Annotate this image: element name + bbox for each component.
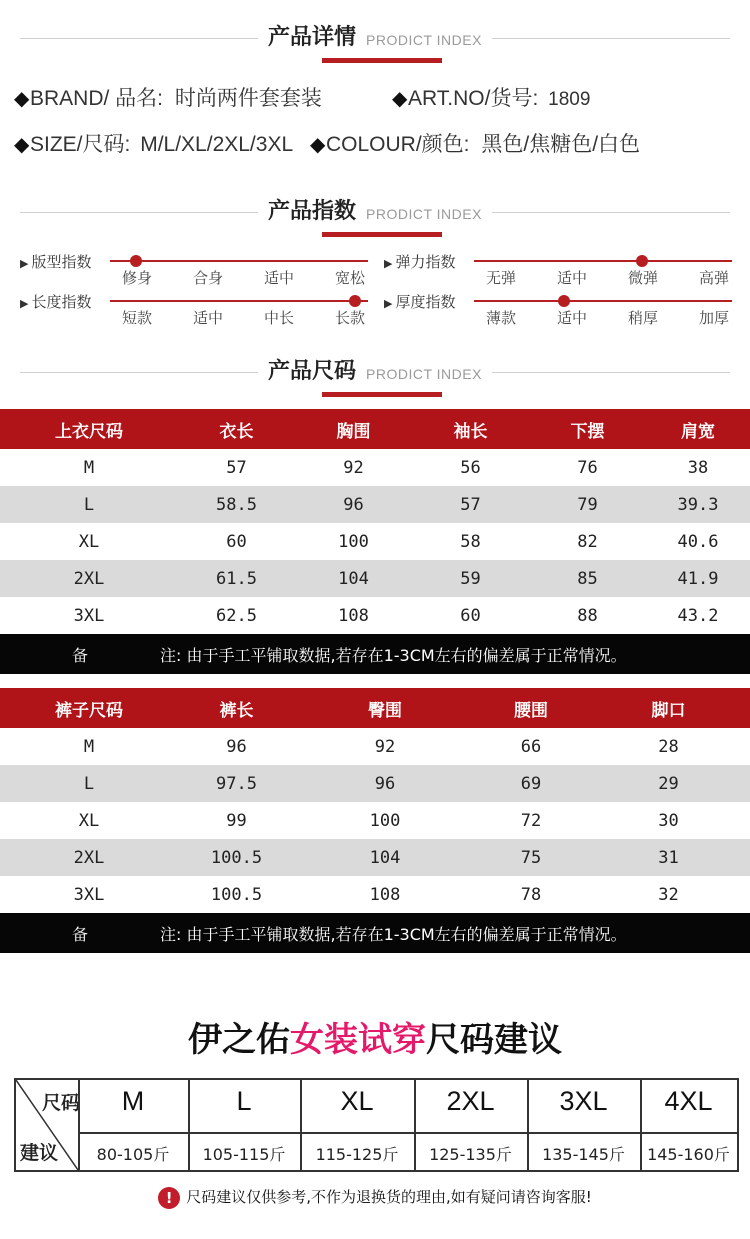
table-cell: M [83,736,95,757]
header-cell: 袖长 [453,421,488,442]
header-cell: 肩宽 [681,421,715,442]
header-cell: 裤长 [219,700,254,721]
table-cell: 96 [226,736,247,757]
table-cell: 104 [338,568,369,589]
table-cell: 2XL [73,847,105,868]
table-cell: 92 [343,457,364,478]
title-highlight: 女装试穿 [290,1020,426,1060]
recommend-size: XL [340,1086,374,1116]
detail-artno-row [392,82,590,112]
title-underline [322,392,442,397]
note-text: 注: 由于手工平铺取数据,若存在1-3CM左右的偏差属于正常情况。 [160,645,627,665]
triangle-icon: ▶ [20,257,29,270]
recommend-weight-range: 145-160斤 [647,1145,730,1164]
section-title: 产品尺码 [258,348,366,396]
table-row [0,728,750,765]
table-cell: 29 [658,773,679,794]
table-row [0,523,750,560]
section-header-index [0,188,750,238]
table-cell: 32 [658,884,679,905]
index-name [384,291,455,312]
index-option: 稍厚 [628,309,659,327]
section-title: 产品详情 [258,14,366,62]
index-marker [636,255,648,267]
index-option: 短款 [122,309,153,327]
brand-name: 伊之佑 [188,1020,290,1060]
table-cell: XL [78,810,100,831]
grid-divider [78,1132,737,1134]
artno-value: 1809 [548,89,591,110]
disclaimer [0,1186,750,1209]
table-cell: 92 [374,736,396,757]
table-cell: 72 [520,810,542,831]
warning-icon: ! [158,1187,180,1209]
table-cell: 88 [577,605,598,626]
table-cell: 57 [226,457,247,478]
table-cell: 97.5 [216,773,257,794]
index-name [384,251,455,272]
table-cell: 66 [520,736,542,757]
table-cell: 100.5 [210,884,263,905]
table-cell: L [83,494,95,515]
table-header [0,409,750,449]
top-size-table [0,409,750,674]
table-cell: 62.5 [216,605,257,626]
table-cell: 2XL [73,568,105,589]
table-cell: 31 [658,847,679,868]
brand-label: BRAND/ 品名: [30,87,164,110]
table-cell: 78 [520,884,542,905]
table-cell: 56 [460,457,481,478]
pants-size-table [0,688,750,953]
size-recommend-grid [14,1078,739,1172]
size-value: M/L/XL/2XL/3XL [140,133,294,156]
index-scale [20,251,370,287]
header-cell: 胸围 [336,421,371,442]
corner-size-label: 尺码 [42,1092,81,1114]
table-cell: 58.5 [216,494,257,515]
recommend-weight-range: 125-135斤 [429,1145,512,1164]
disclaimer-text: 尺码建议仅供参考,不作为退换货的理由,如有疑问请咨询客服! [186,1188,592,1206]
table-cell: 108 [338,605,369,626]
table-cell: 57 [460,494,481,515]
section-header-details [0,14,750,64]
table-cell: 59 [460,568,481,589]
diamond-icon: ◆ [14,88,30,110]
table-cell: 75 [520,847,542,868]
detail-brand-row [14,82,322,112]
recommend-size: 2XL [446,1086,495,1116]
table-cell: 96 [374,773,396,794]
table-cell: 28 [658,736,679,757]
table-cell: M [83,457,95,478]
corner-recommend-label: 建议 [20,1142,59,1164]
index-option: 薄款 [486,309,517,327]
index-track [110,260,368,262]
table-cell: 69 [520,773,542,794]
table-cell: 85 [577,568,598,589]
table-cell: 60 [226,531,247,552]
note-key: 备 [71,645,88,665]
table-cell: 3XL [73,884,105,905]
detail-size-row [14,128,293,158]
table-row [0,486,750,523]
triangle-icon: ▶ [384,257,393,270]
index-option: 适中 [557,269,588,287]
header-cell: 臀围 [368,700,402,721]
table-cell: 100 [369,810,401,831]
table-cell: L [83,773,95,794]
section-header-size [0,348,750,398]
index-option: 长款 [335,309,366,327]
index-name-label: 弹力指数 [395,253,456,271]
index-option: 微弹 [628,269,659,287]
index-name [20,291,91,312]
table-cell: 39.3 [677,494,719,515]
index-scale [384,291,734,327]
index-name-label: 厚度指数 [395,293,456,311]
index-scale [20,291,370,327]
diamond-icon: ◆ [14,134,30,156]
table-row [0,802,750,839]
index-track [474,260,732,262]
header-cell: 衣长 [219,421,254,442]
section-title: 产品指数 [258,188,366,236]
brand-value: 时尚两件套套装 [174,87,322,110]
index-track [110,300,368,302]
index-option: 修身 [122,269,153,287]
table-row [0,597,750,634]
index-option: 中长 [264,309,295,327]
index-marker [349,295,361,307]
colour-value: 黑色/焦糖色/白色 [481,133,641,156]
table-cell: XL [78,531,100,552]
title-tail: 尺码建议 [426,1020,562,1060]
table-cell: 43.2 [677,605,719,626]
note-key: 备 [71,924,88,944]
table-header [0,688,750,728]
index-option: 适中 [193,309,224,327]
recommend-size: 3XL [559,1086,608,1116]
artno-label: ART.NO/货号: [408,87,539,110]
index-option: 加厚 [699,309,730,327]
index-option: 适中 [557,309,588,327]
table-cell: 79 [577,494,598,515]
note-text: 注: 由于手工平铺取数据,若存在1-3CM左右的偏差属于正常情况。 [160,924,627,944]
index-name-label: 版型指数 [31,253,92,271]
table-cell: 108 [369,884,401,905]
table-cell: 100.5 [210,847,263,868]
recommend-title [0,1012,750,1061]
detail-colour-row [310,128,640,158]
table-note [0,634,750,674]
recommend-weight-range: 135-145斤 [542,1145,625,1164]
table-row [0,765,750,802]
index-name [20,251,91,272]
title-underline [322,58,442,63]
table-cell: 104 [369,847,401,868]
section-subtitle: PRODICT INDEX [366,188,492,240]
colour-label: COLOUR/颜色: [326,133,470,156]
table-cell: 60 [460,605,481,626]
header-cell: 上衣尺码 [55,421,123,442]
table-cell: 99 [226,810,247,831]
recommend-weight-range: 80-105斤 [96,1145,170,1164]
diamond-icon: ◆ [392,88,408,110]
header-cell: 脚口 [651,700,686,721]
header-cell: 下摆 [570,421,605,442]
recommend-weight-range: 105-115斤 [202,1145,286,1164]
index-marker [558,295,570,307]
table-note [0,913,750,953]
table-cell: 61.5 [216,568,257,589]
index-track [474,300,732,302]
recommend-size: L [236,1086,252,1116]
section-subtitle: PRODICT INDEX [366,14,492,66]
table-cell: 76 [577,457,598,478]
section-subtitle: PRODICT INDEX [366,348,492,400]
index-option: 适中 [264,269,295,287]
table-cell: 41.9 [677,568,719,589]
table-cell: 58 [460,531,481,552]
index-option: 高弹 [699,269,730,287]
index-option: 无弹 [486,269,517,287]
index-option: 合身 [193,269,224,287]
table-cell: 100 [338,531,369,552]
size-label: SIZE/尺码: [30,133,131,156]
table-cell: 96 [343,494,364,515]
triangle-icon: ▶ [20,297,29,310]
recommend-size: 4XL [664,1086,713,1116]
table-cell: 38 [687,457,709,478]
triangle-icon: ▶ [384,297,393,310]
table-row [0,839,750,876]
header-cell: 裤子尺码 [55,700,123,721]
table-row [0,560,750,597]
table-cell: 30 [658,810,679,831]
table-row [0,449,750,486]
table-row [0,876,750,913]
header-cell: 腰围 [514,700,548,721]
recommend-weight-range: 115-125斤 [315,1145,399,1164]
table-cell: 40.6 [677,531,719,552]
table-cell: 3XL [73,605,105,626]
index-option: 宽松 [335,269,366,287]
recommend-size: M [121,1086,145,1116]
table-cell: 82 [577,531,598,552]
diamond-icon: ◆ [310,134,326,156]
index-marker [130,255,142,267]
title-underline [322,232,442,237]
index-name-label: 长度指数 [31,293,92,311]
index-scale [384,251,734,287]
